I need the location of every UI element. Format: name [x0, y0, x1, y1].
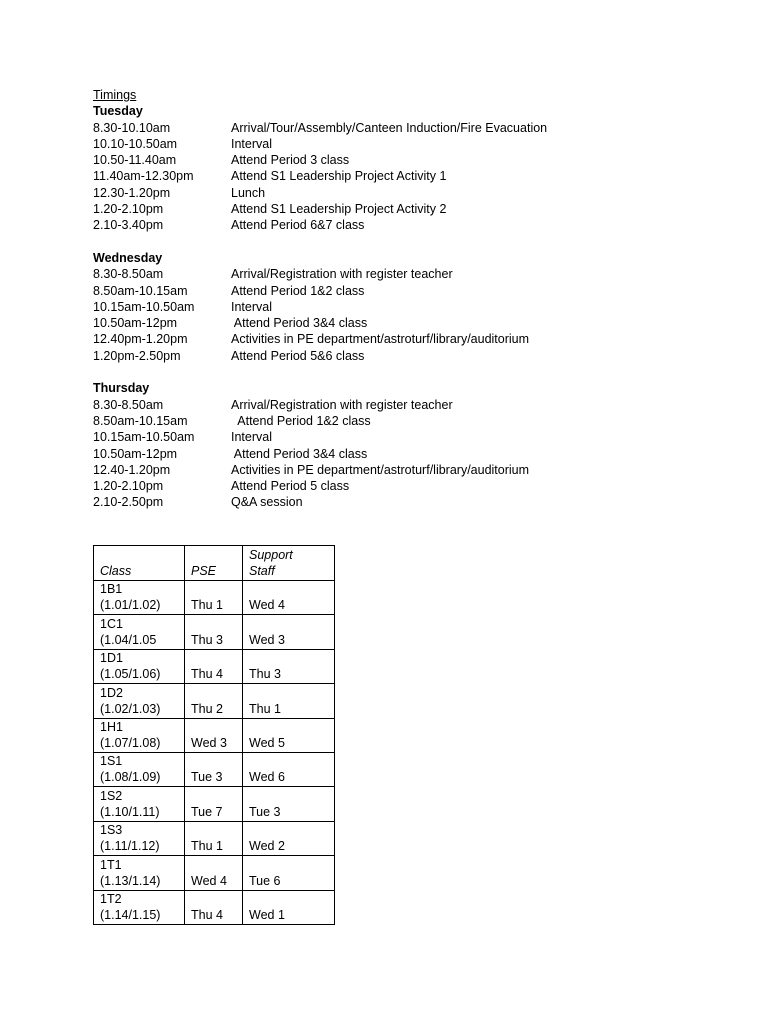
cell-staff: Wed 6 — [243, 752, 335, 786]
schedule-activity: Interval — [231, 430, 272, 445]
schedule-activity: Attend Period 6&7 class — [231, 218, 365, 233]
schedule-row — [93, 446, 733, 462]
schedule-time: 10.15am-10.50am — [93, 299, 195, 314]
header-staff-line1: Support — [249, 548, 293, 562]
table-row — [94, 856, 335, 890]
schedule-time: 8.30-8.50am — [93, 267, 164, 282]
class-name: 1S3 — [100, 823, 123, 838]
day-title: Thursday — [93, 381, 150, 396]
cell-staff: Wed 3 — [243, 615, 335, 649]
class-rooms: (1.05/1.06) — [100, 667, 161, 682]
table-row — [94, 615, 335, 649]
schedule-row — [93, 217, 733, 233]
header-support-staff — [243, 546, 335, 581]
class-rooms: (1.14/1.15) — [100, 907, 161, 922]
day-title: Tuesday — [93, 104, 143, 119]
cell-pse: Wed 4 — [185, 856, 243, 890]
cell-class — [94, 787, 185, 821]
schedule-row — [93, 136, 733, 152]
table-row — [94, 684, 335, 718]
cell-class — [94, 615, 185, 649]
header-staff-line2: Staff — [249, 564, 275, 578]
cell-staff: Tue 6 — [243, 856, 335, 890]
class-name: 1S2 — [100, 788, 123, 803]
schedule-activity: Attend Period 3 class — [231, 153, 350, 168]
class-rooms: (1.02/1.03) — [100, 701, 161, 716]
schedule-row — [93, 315, 733, 331]
cell-pse: Thu 4 — [185, 890, 243, 924]
schedule-time: 8.50am-10.15am — [93, 413, 188, 428]
schedule-time: 1.20-2.10pm — [93, 202, 164, 217]
cell-class — [94, 890, 185, 924]
schedule-activity: Attend Period 5 class — [231, 479, 350, 494]
schedule-time: 10.15am-10.50am — [93, 430, 195, 445]
schedule-activity: Attend S1 Leadership Project Activity 1 — [231, 169, 447, 184]
class-rooms: (1.08/1.09) — [100, 770, 161, 785]
schedule-time: 2.10-3.40pm — [93, 218, 164, 233]
schedule-time: 1.20-2.10pm — [93, 479, 164, 494]
schedule-row — [93, 299, 733, 315]
timings-document — [93, 87, 733, 527]
schedule-activity: Arrival/Registration with register teacher — [231, 267, 453, 282]
schedule-time: 10.50-11.40am — [93, 153, 177, 168]
class-rooms: (1.01/1.02) — [100, 598, 161, 613]
schedule-row — [93, 168, 733, 184]
table-header-row — [94, 546, 335, 581]
class-rooms: (1.10/1.11) — [100, 804, 160, 819]
schedule-row — [93, 429, 733, 445]
cell-staff: Thu 3 — [243, 649, 335, 683]
cell-staff: Wed 5 — [243, 718, 335, 752]
table-row — [94, 649, 335, 683]
table-row — [94, 752, 335, 786]
class-name: 1D1 — [100, 651, 123, 666]
schedule-activity: Q&A session — [231, 495, 303, 510]
schedule-time: 10.50am-12pm — [93, 446, 178, 461]
class-rooms: (1.11/1.12) — [100, 839, 160, 854]
schedule-row — [93, 152, 733, 168]
class-name: 1S1 — [100, 754, 123, 769]
schedule-row — [93, 397, 733, 413]
class-table — [93, 545, 335, 925]
cell-class — [94, 581, 185, 615]
cell-staff: Tue 3 — [243, 787, 335, 821]
class-name: 1D2 — [100, 685, 123, 700]
schedule-time: 10.10-10.50am — [93, 136, 178, 151]
cell-pse: Thu 1 — [185, 821, 243, 855]
schedule-row — [93, 478, 733, 494]
cell-class — [94, 684, 185, 718]
schedule-row — [93, 413, 733, 429]
header-class: Class — [94, 546, 185, 581]
schedule-row — [93, 185, 733, 201]
table-row — [94, 718, 335, 752]
table-row — [94, 581, 335, 615]
day-thursday — [93, 380, 733, 510]
schedule-time: 8.30-8.50am — [93, 397, 164, 412]
table-row — [94, 787, 335, 821]
cell-pse: Wed 3 — [185, 718, 243, 752]
schedule-time: 8.50am-10.15am — [93, 283, 188, 298]
table-row — [94, 890, 335, 924]
schedule-activity: Attend Period 1&2 class — [231, 413, 371, 428]
schedule-row — [93, 462, 733, 478]
schedule-activity: Arrival/Registration with register teacher — [231, 397, 453, 412]
schedule-activity: Interval — [231, 136, 272, 151]
cell-class — [94, 649, 185, 683]
class-name: 1T2 — [100, 891, 122, 906]
schedule-activity: Attend Period 5&6 class — [231, 348, 365, 363]
class-name: 1C1 — [100, 616, 123, 631]
day-tuesday — [93, 103, 733, 233]
schedule-activity: Arrival/Tour/Assembly/Canteen Induction/Fire Evacuation — [231, 120, 548, 135]
schedule-row — [93, 331, 733, 347]
schedule-row — [93, 494, 733, 510]
class-name: 1H1 — [100, 719, 123, 734]
cell-pse: Thu 4 — [185, 649, 243, 683]
cell-staff: Wed 1 — [243, 890, 335, 924]
cell-pse: Tue 3 — [185, 752, 243, 786]
cell-pse: Thu 1 — [185, 581, 243, 615]
schedule-activity: Activities in PE department/astroturf/library/auditorium — [231, 332, 530, 347]
cell-class — [94, 821, 185, 855]
cell-pse: Thu 3 — [185, 615, 243, 649]
schedule-activity: Activities in PE department/astroturf/library/auditorium — [231, 462, 530, 477]
schedule-row — [93, 201, 733, 217]
header-pse: PSE — [185, 546, 243, 581]
schedule-row — [93, 348, 733, 364]
class-rooms: (1.04/1.05 — [100, 632, 157, 647]
day-wednesday — [93, 250, 733, 364]
schedule-activity: Lunch — [231, 185, 266, 200]
class-name: 1B1 — [100, 582, 123, 597]
schedule-time: 12.30-1.20pm — [93, 185, 171, 200]
schedule-row — [93, 120, 733, 136]
cell-pse: Tue 7 — [185, 787, 243, 821]
cell-class — [94, 856, 185, 890]
cell-staff: Wed 4 — [243, 581, 335, 615]
cell-staff: Thu 1 — [243, 684, 335, 718]
schedule-activity: Interval — [231, 299, 272, 314]
schedule-time: 12.40pm-1.20pm — [93, 332, 188, 347]
class-rooms: (1.13/1.14) — [100, 873, 161, 888]
schedule-time: 8.30-10.10am — [93, 120, 171, 135]
timings-heading: Timings — [93, 88, 137, 102]
class-rooms: (1.07/1.08) — [100, 735, 161, 750]
schedule-activity: Attend Period 3&4 class — [231, 316, 368, 331]
cell-class — [94, 752, 185, 786]
schedule-time: 12.40-1.20pm — [93, 462, 171, 477]
cell-staff: Wed 2 — [243, 821, 335, 855]
schedule-time: 2.10-2.50pm — [93, 495, 164, 510]
schedule-time: 11.40am-12.30pm — [93, 169, 194, 184]
schedule-time: 10.50am-12pm — [93, 316, 178, 331]
table-row — [94, 821, 335, 855]
schedule-activity: Attend Period 3&4 class — [231, 446, 368, 461]
cell-pse: Thu 2 — [185, 684, 243, 718]
schedule-row — [93, 266, 733, 282]
schedule-activity: Attend S1 Leadership Project Activity 2 — [231, 202, 447, 217]
schedule-row — [93, 283, 733, 299]
cell-class — [94, 718, 185, 752]
schedule-time: 1.20pm-2.50pm — [93, 348, 181, 363]
class-name: 1T1 — [100, 857, 122, 872]
schedule-activity: Attend Period 1&2 class — [231, 283, 365, 298]
day-title: Wednesday — [93, 250, 163, 265]
